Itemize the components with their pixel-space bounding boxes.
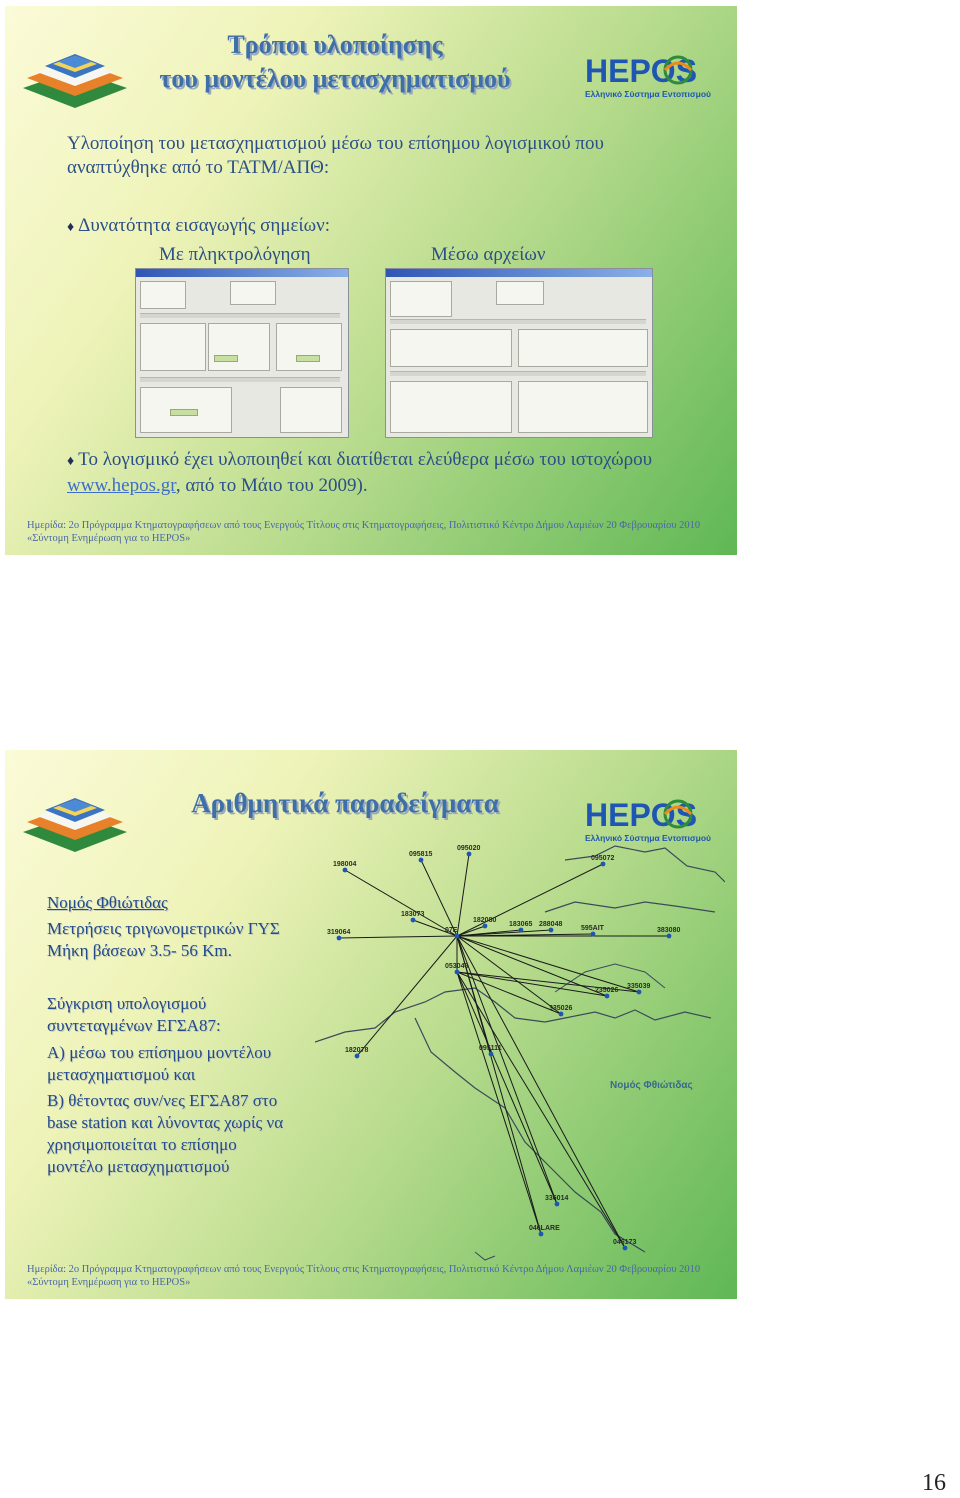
baseline-line: [457, 972, 541, 1234]
station-point: [343, 868, 348, 873]
station-point: [455, 970, 460, 975]
station-point: [337, 936, 342, 941]
station-label: 288048: [539, 921, 563, 928]
station-point: [667, 934, 672, 939]
prefecture-heading: Νομός Φθιώτιδας: [47, 893, 168, 912]
station-label: 595AIT: [581, 925, 604, 932]
method-b-line2: base station και λύνοντας χωρίς να: [47, 1113, 284, 1132]
station-point: [467, 852, 472, 857]
bullet-input-text: Δυνατότητα εισαγωγής σημείων:: [78, 215, 330, 236]
baseline-line: [457, 936, 625, 1248]
method-a-line1: Α) μέσω του επίσημου μοντέλου: [47, 1043, 272, 1062]
slide1-title-line1: Τρόποι υλοποίησης: [227, 30, 443, 59]
method-b-line4: μοντέλο μετασχηματισμού: [47, 1157, 230, 1176]
baseline-length-line: Μήκη βάσεων 3.5- 56 Km.: [47, 941, 232, 960]
baseline-line: [457, 936, 607, 996]
comparison-line2: συντεταγμένων ΕΓΣΑ87:: [47, 1016, 221, 1035]
station-label: 235026: [595, 987, 619, 994]
hepos-logo-text: HEPOS: [585, 797, 698, 833]
station-label: 046173: [613, 1239, 637, 1246]
baseline-line: [339, 936, 457, 938]
station-label: 319064: [327, 929, 351, 936]
station-point: [411, 918, 416, 923]
station-point: [605, 994, 610, 999]
slide2-footer: [27, 1263, 727, 1289]
station-label: 095815: [409, 851, 433, 858]
slide1-bullet-software: [67, 448, 707, 498]
method-b-line3: χρησιμοποιείται το επίσημο: [47, 1135, 237, 1154]
bullet-software-text: Το λογισμικό έχει υλοποιηθεί και διατίθεται ελεύθερα μέσω του ιστοχώρου: [78, 449, 653, 470]
hepos-logo-subtitle: Ελληνικό Σύστημα Εντοπισμού: [585, 833, 711, 843]
station-label: 198004: [333, 861, 357, 868]
baseline-line: [345, 870, 457, 936]
layered-logo-icon: [15, 40, 135, 114]
station-point: [555, 1202, 560, 1207]
station-point: [623, 1246, 628, 1251]
bullet-software-date: , από το Μάιο του 2009).: [175, 475, 368, 496]
hepos-logo-text: HEPOS: [585, 53, 698, 89]
measurement-line: Μετρήσεις τριγωνομετρικών ΓΥΣ: [47, 919, 280, 938]
slide2-footer-subtitle: «Σύντομη Ενημέρωση για το HEPOS»: [27, 1277, 191, 1288]
baseline-line: [357, 936, 457, 1056]
method-a-line2: μετασχηματισμού και: [47, 1065, 196, 1084]
station-point: [637, 990, 642, 995]
label-keyboard-entry: Με πληκτρολόγηση: [159, 244, 311, 265]
baseline-network-map: [315, 842, 725, 1272]
slide1-bullet-input: [67, 214, 330, 240]
screenshot-keyboard-entry: [135, 268, 349, 438]
station-point: [539, 1232, 544, 1237]
hepos-logo-subtitle: Ελληνικό Σύστημα Εντοπισμού: [585, 89, 711, 99]
station-label: 046LARE: [529, 1225, 560, 1232]
layered-logo-icon: [15, 784, 135, 858]
slide1-footer: [27, 519, 727, 545]
slide1-intro: Υλοποίηση του μετασχηματισμού μέσω του επίσημου λογισμικού που αναπτύχθηκε από το ΤΑΤΜ/ΑΠΘ:: [67, 133, 604, 178]
hepos-website-link[interactable]: www.hepos.gr: [67, 475, 176, 496]
baseline-lines: [339, 854, 669, 1248]
baseline-line: [457, 936, 639, 992]
station-label: 183073: [401, 911, 425, 918]
slide-implementation: [5, 6, 737, 555]
baseline-line: [457, 854, 469, 936]
station-label: 335026: [549, 1005, 573, 1012]
station-point: [559, 1012, 564, 1017]
baseline-line: [457, 936, 541, 1234]
slide1-footer-subtitle: «Σύντομη Ενημέρωση για το HEPOS»: [27, 533, 191, 544]
label-file-entry: Μέσω αρχείων: [431, 244, 546, 265]
slide1-footer-event: Ημερίδα: 2ο Πρόγραμμα Κτηματογραφήσεων από τους Ενεργούς Τίτλους στις Κτηματογραφήσεις, Πολιτιστικό Κέντρο Δήμου Λαμιέων 20 Φεβρουαρίου 2010: [27, 520, 701, 531]
station-point: [419, 858, 424, 863]
station-point: [355, 1054, 360, 1059]
map-region-label: Νομός Φθιώτιδας: [610, 1080, 693, 1091]
station-label: 095072: [591, 855, 615, 862]
comparison-line1: Σύγκριση υπολογισμού: [47, 994, 207, 1013]
baseline-line: [457, 936, 557, 1204]
station-label: 182078: [345, 1047, 369, 1054]
station-label: 053046: [445, 963, 469, 970]
slide1-title-line2: του μοντέλου μετασχηματισμού: [159, 64, 511, 93]
station-point: [455, 934, 460, 939]
station-point: [483, 924, 488, 929]
station-point: [591, 932, 596, 937]
page-number: 16: [922, 1470, 946, 1496]
station-point: [549, 928, 554, 933]
station-label: 183065: [509, 921, 533, 928]
station-label: 335039: [627, 983, 651, 990]
slide2-footer-event: Ημερίδα: 2ο Πρόγραμμα Κτηματογραφήσεων από τους Ενεργούς Τίτλους στις Κτηματογραφήσεις, Πολιτιστικό Κέντρο Δήμου Λαμιέων 20 Φεβρουαρίου 2010: [27, 1264, 701, 1275]
hepos-logo: [583, 794, 719, 848]
method-b-line1: Β) θέτοντας συν/νες ΕΓΣΑ87 στο: [47, 1091, 278, 1110]
station-label: 07E: [445, 927, 458, 934]
slide2-title: Αριθμητικά παραδείγματα: [191, 788, 499, 818]
station-point: [519, 928, 524, 933]
station-label: 182080: [473, 917, 497, 924]
station-label: 095020: [457, 845, 481, 852]
station-label: 336014: [545, 1195, 569, 1202]
station-label: 383080: [657, 927, 681, 934]
slide-numerical-examples: [5, 750, 737, 1299]
station-point: [601, 862, 606, 867]
station-label: 095111: [479, 1045, 502, 1052]
hepos-logo: [583, 50, 719, 104]
station-point: [489, 1052, 494, 1057]
screenshot-file-entry: [385, 268, 653, 438]
